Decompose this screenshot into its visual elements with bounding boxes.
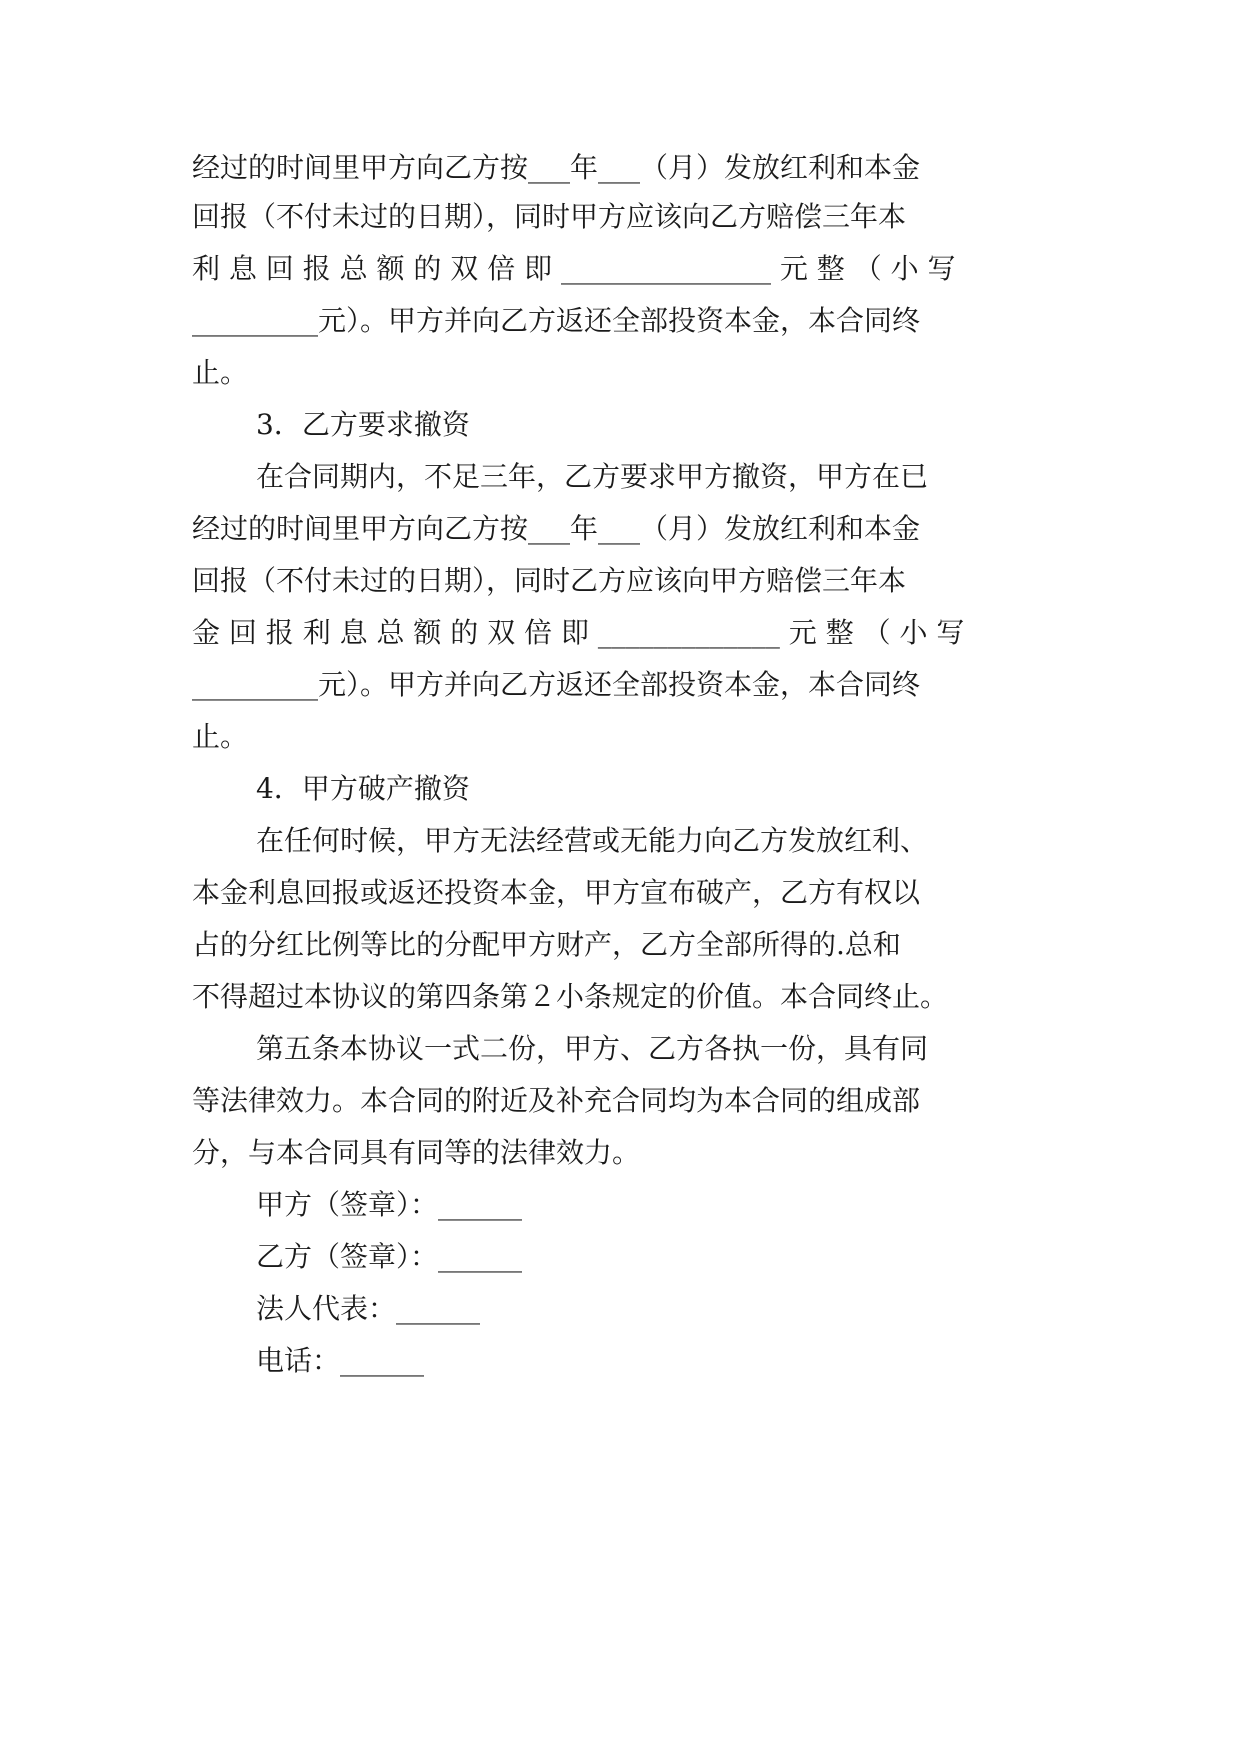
legal-representative: 法人代表：______	[256, 1292, 481, 1325]
section-heading-3: 3．乙方要求撤资	[256, 408, 470, 441]
paragraph-line: 分，与本合同具有同等的法律效力。	[192, 1136, 641, 1169]
signature-party-a: 甲方（签章）：______	[256, 1188, 523, 1221]
section-heading-4: 4．甲方破产撤资	[256, 772, 470, 805]
paragraph-line: 回报（不付未过的日期），同时甲方应该向乙方赔偿三年本	[192, 200, 907, 233]
paragraph-line: 止。	[192, 356, 249, 389]
paragraph-line: _________元）。甲方并向乙方返还全部投资本金，本合同终	[192, 304, 921, 337]
paragraph-line: 回报（不付未过的日期），同时乙方应该向甲方赔偿三年本	[192, 564, 907, 597]
phone-field: 电话：______	[256, 1344, 425, 1377]
paragraph-line: 经过的时间里甲方向乙方按___年___（月）发放红利和本金	[192, 512, 921, 545]
signature-party-b: 乙方（签章）：______	[256, 1240, 523, 1273]
paragraph-line: 止。	[192, 720, 249, 753]
paragraph-line: 不得超过本协议的第四条第２小条规定的价值。本合同终止。	[192, 980, 949, 1013]
paragraph-line: _________元）。甲方并向乙方返还全部投资本金，本合同终	[192, 668, 921, 701]
article-five-line: 第五条本协议一式二份，甲方、乙方各执一份，具有同	[256, 1032, 929, 1065]
paragraph-line: 本金利息回报或返还投资本金，甲方宣布破产，乙方有权以	[192, 876, 921, 909]
paragraph-line: 在任何时候，甲方无法经营或无能力向乙方发放红利、	[256, 824, 929, 857]
paragraph-line: 金 回 报 利 息 总 额 的 双 倍 即 _____________ 元 整 （ 小 写	[192, 616, 965, 649]
paragraph-line: 经过的时间里甲方向乙方按___年___（月）发放红利和本金	[192, 151, 921, 184]
paragraph-line: 等法律效力。本合同的附近及补充合同均为本合同的组成部	[192, 1084, 921, 1117]
paragraph-line: 利 息 回 报 总 额 的 双 倍 即 _______________ 元 整 （ 小 写	[192, 252, 956, 285]
paragraph-line: 占的分红比例等比的分配甲方财产，乙方全部所得的.总和	[192, 928, 901, 961]
paragraph-line: 在合同期内，不足三年，乙方要求甲方撤资，甲方在已	[256, 460, 929, 493]
